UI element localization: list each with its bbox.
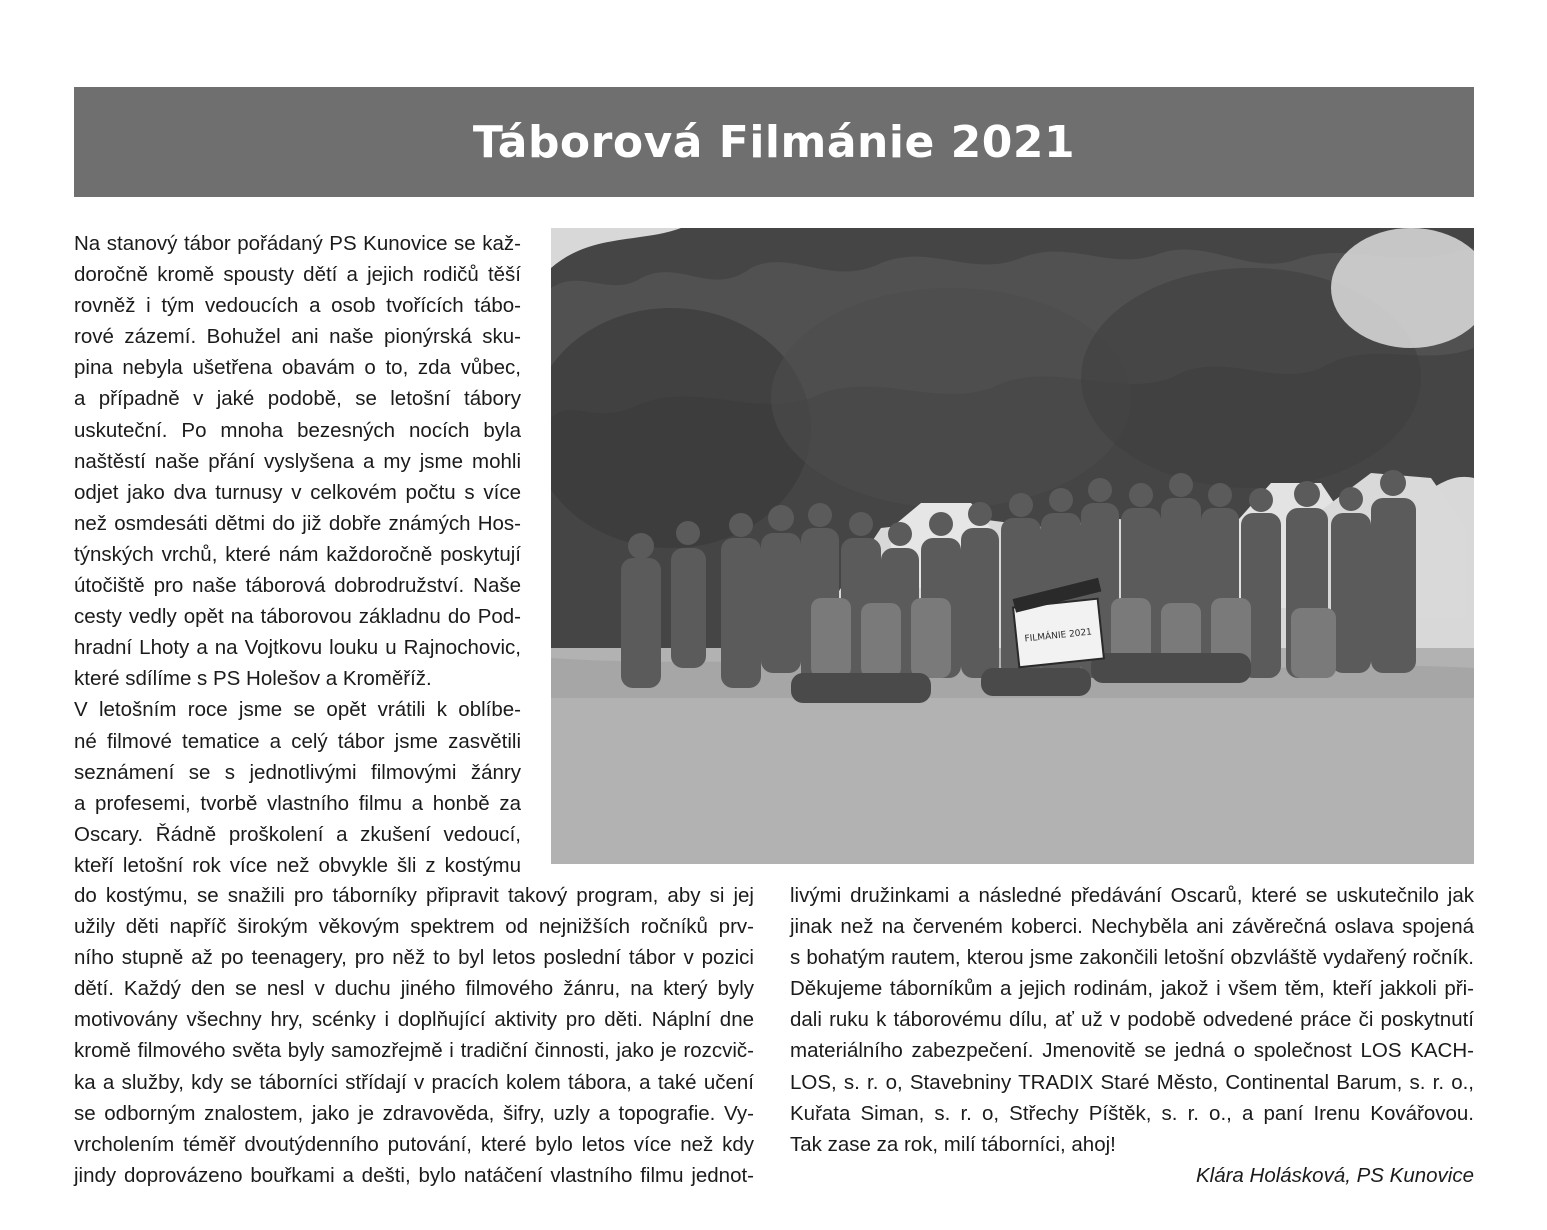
article-column-bottom-left	[74, 880, 754, 1191]
text-line: Tak zase za rok, milí táborníci, ahoj!	[790, 1132, 1116, 1156]
clapperboard-text: FILMÁNIE 2021	[1024, 627, 1093, 645]
text-line: kromě filmového světa byly samozřejmě i tradiční činnosti, jako je rozcvič-	[74, 1039, 754, 1063]
text-line: odjet jako dva turnusy v celkovém počtu s více	[74, 480, 521, 504]
article-title: Táborová Filmánie 2021	[472, 116, 1076, 168]
text-line: užily děti napříč širokým věkovým spektrem od nejnižších ročníků prv-	[74, 915, 754, 939]
text-line: rové zázemí. Bohužel ani naše pionýrská sku-	[74, 325, 521, 349]
text-line: naštěstí naše přání vyslyšena a my jsme mohli	[74, 449, 521, 473]
text-line: pina nebyla ušetřena obavám o to, zda vůbec,	[74, 356, 521, 380]
text-line: hradní Lhoty a na Vojtkovu louku u Rajnochovic,	[74, 636, 521, 660]
text-line: útočiště pro naše táborová dobrodružství. Naše	[74, 574, 521, 598]
text-line: Kuřata Siman, s. r. o, Střechy Píštěk, s. r. o., a paní Irenu Kovářovou.	[790, 1101, 1474, 1125]
text-line: s bohatým rautem, kterou jsme zakončili letošní obzvláště vydařený ročník.	[790, 946, 1474, 970]
text-line: jindy doprovázeno bouřkami a dešti, bylo natáčení vlastního filmu jednot-	[74, 1163, 754, 1187]
article-column-top	[74, 228, 521, 881]
text-line: Oscary. Řádně proškolení a zkušení vedoucí,	[74, 822, 521, 846]
text-line: né filmové tematice a celý tábor jsme zasvětili	[74, 729, 521, 753]
title-banner	[74, 87, 1474, 197]
text-line: doročně kromě spousty dětí a jejich rodičů těší	[74, 263, 521, 287]
text-line: Děkujeme táborníkům a jejich rodinám, jakož i všem těm, kteří jakkoli při-	[790, 977, 1474, 1001]
group-photo	[551, 228, 1474, 864]
text-line: uskuteční. Po mnoha bezesných nocích byla	[74, 418, 521, 442]
text-line: ka a služby, kdy se táborníci střídají v pracích kolem tábora, a také učení	[74, 1070, 754, 1094]
text-line: a profesemi, tvorbě vlastního filmu a honbě za	[74, 791, 521, 815]
text-line: týnských vrchů, které nám každoročně poskytují	[74, 542, 521, 566]
text-line: materiálního zabezpečení. Jmenovitě se jedná o společnost LOS KACH-	[790, 1039, 1474, 1063]
text-line: ního stupně až po teenagery, pro něž to byl letos poslední tábor v pozici	[74, 946, 754, 970]
text-line: do kostýmu, se snažili pro táborníky připravit takový program, aby si jej	[74, 884, 754, 907]
text-line: motivovány všechny hry, scénky i doplňující aktivity pro děti. Náplní dne	[74, 1008, 754, 1032]
text-line: a případně v jaké podobě, se letošní tábory	[74, 387, 521, 411]
text-line: jinak než na červeném koberci. Nechyběla ani závěrečná oslava spojená	[790, 915, 1474, 939]
text-line: Na stanový tábor pořádaný PS Kunovice se kaž-	[74, 232, 521, 255]
text-line: se odborným znalostem, jako je zdravověda, šifry, uzly a topografie. Vy-	[74, 1101, 754, 1125]
text-line: cesty vedly opět na táborovou základnu do Pod-	[74, 605, 521, 629]
text-line: rovněž i tým vedoucích a osob tvořících tábo-	[74, 294, 521, 318]
text-line: vrcholením téměř dvoutýdenního putování, které bylo letos více než kdy	[74, 1132, 754, 1156]
text-line: které sdílíme s PS Holešov a Kroměříž.	[74, 667, 432, 691]
author-signature: Klára Holásková, PS Kunovice	[1195, 1164, 1474, 1187]
text-line: seznámení se s jednotlivými filmovými žánry	[74, 760, 521, 784]
text-line: kteří letošní rok více než obvykle šli z kostýmu	[74, 853, 521, 877]
article-column-bottom-right	[790, 880, 1474, 1160]
text-line: než osmdesáti dětmi do již dobře známých Hos-	[74, 511, 521, 535]
text-line: dětí. Každý den se nesl v duchu jiného filmového žánru, na který byly	[74, 977, 754, 1001]
text-line: dali ruku k táborovému dílu, ať už v podobě odvedené práce či poskytnutí	[790, 1008, 1474, 1032]
text-line: V letošním roce jsme se opět vrátili k oblíbe-	[74, 698, 521, 722]
text-line: livými družinkami a následné předávání Oscarů, které se uskutečnilo jak	[790, 884, 1474, 907]
text-line: LOS, s. r. o, Stavebniny TRADIX Staré Město, Continental Barum, s. r. o.,	[790, 1070, 1474, 1094]
